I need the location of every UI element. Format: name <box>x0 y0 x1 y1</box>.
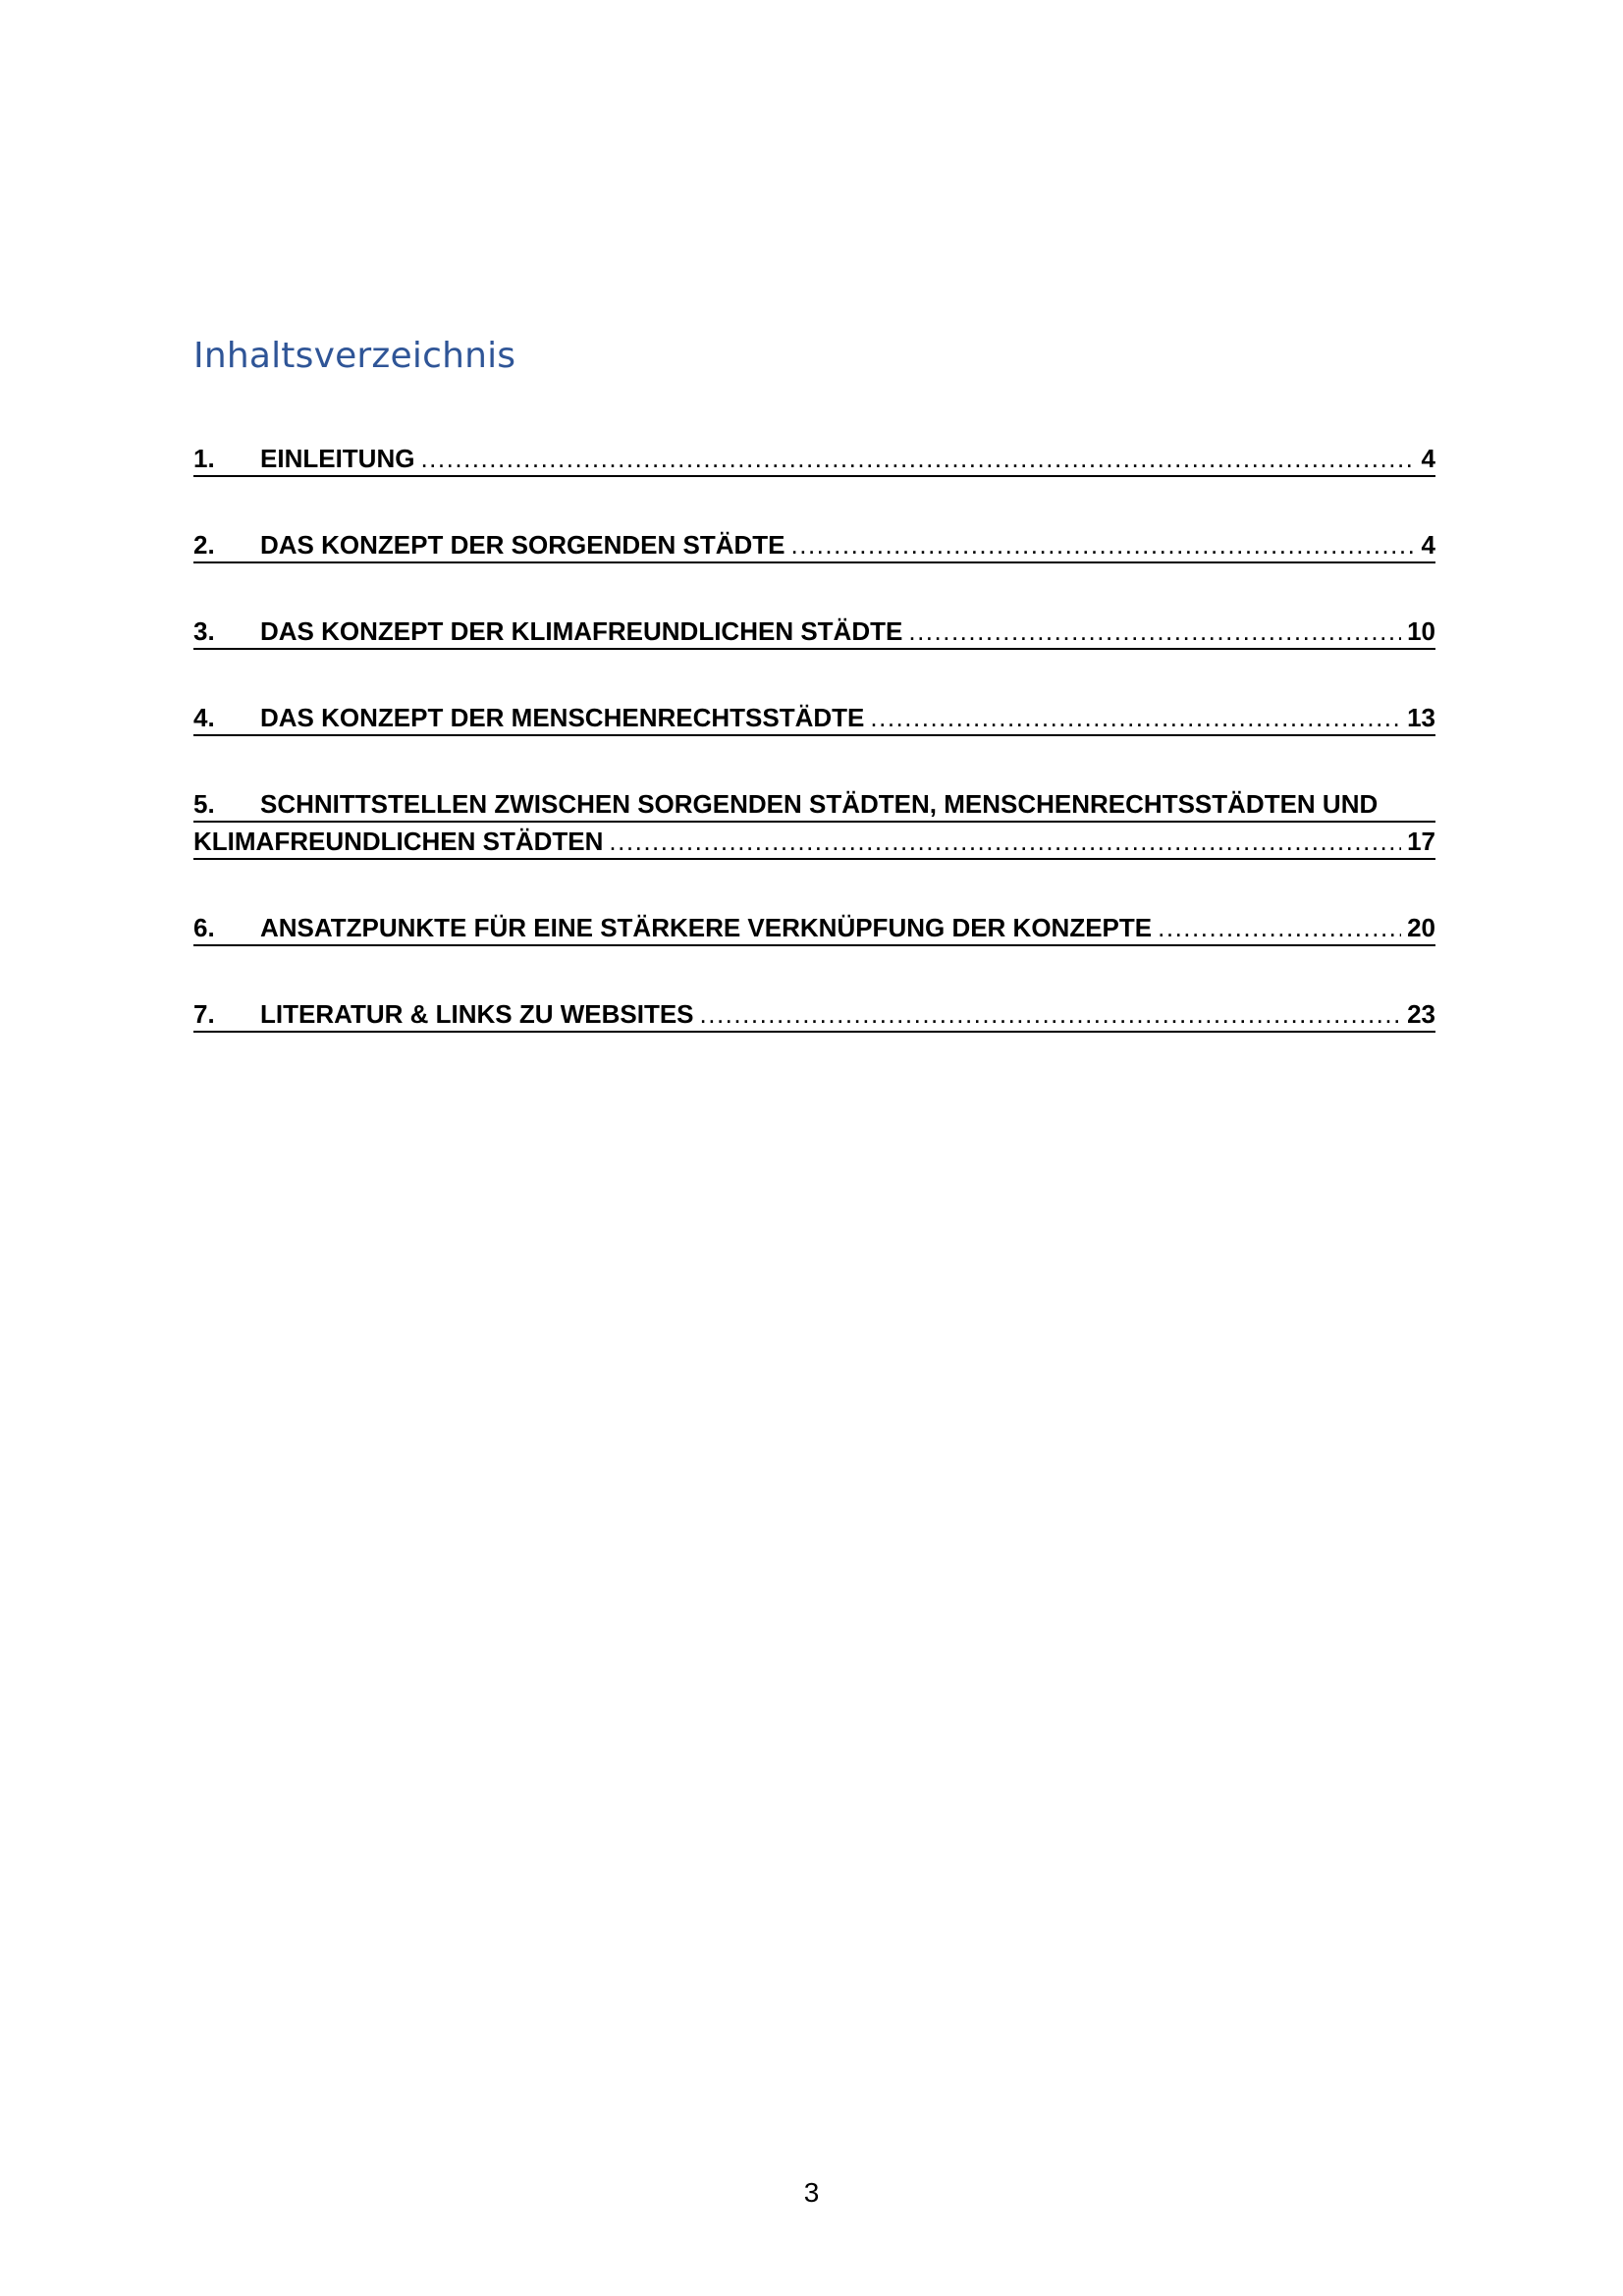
toc-entry-number: 3. <box>193 616 215 646</box>
toc-entry-page: 13 <box>1407 703 1435 732</box>
toc-entry-title: SCHNITTSTELLEN ZWISCHEN SORGENDEN STÄDTEN, MENSCHENRECHTSSTÄDTEN UND <box>260 789 1379 819</box>
toc-entry-page: 23 <box>1407 999 1435 1029</box>
toc-entry-number: 4. <box>193 703 215 732</box>
toc-dot-leader <box>870 699 1401 736</box>
toc-entry-1[interactable] <box>193 440 1435 477</box>
toc-entry-7[interactable] <box>193 995 1435 1033</box>
toc-entry-title-continued: KLIMAFREUNDLICHEN STÄDTEN <box>193 827 604 856</box>
toc-dot-leader <box>1158 909 1401 946</box>
toc-entry-3[interactable] <box>193 613 1435 650</box>
toc-entry-number: 5. <box>193 789 215 819</box>
toc-entry-page: 17 <box>1407 827 1435 856</box>
toc-entry-2[interactable] <box>193 526 1435 563</box>
toc-entry-title: ANSATZPUNKTE FÜR EINE STÄRKERE VERKNÜPFUNG DER KONZEPTE <box>260 913 1153 942</box>
toc-dot-leader <box>700 995 1402 1033</box>
toc-entry-title: DAS KONZEPT DER SORGENDEN STÄDTE <box>260 530 785 560</box>
toc-entry-title: DAS KONZEPT DER KLIMAFREUNDLICHEN STÄDTE <box>260 616 903 646</box>
toc-dot-leader <box>908 613 1401 650</box>
toc-entry-page: 4 <box>1421 444 1435 473</box>
toc-entry-title: DAS KONZEPT DER MENSCHENRECHTSSTÄDTE <box>260 703 865 732</box>
toc-entry-number: 1. <box>193 444 215 473</box>
toc-entry-number: 2. <box>193 530 215 560</box>
toc-entry-title: LITERATUR & LINKS ZU WEBSITES <box>260 999 694 1029</box>
toc-entry-title: EINLEITUNG <box>260 444 415 473</box>
toc-entry-6[interactable] <box>193 909 1435 946</box>
toc-entry-page: 20 <box>1407 913 1435 942</box>
page-number: 3 <box>803 2177 820 2208</box>
toc-entry-5[interactable] <box>193 785 1435 860</box>
table-of-contents <box>193 440 1435 1033</box>
toc-dot-leader <box>420 440 1415 477</box>
toc-entry-4[interactable] <box>193 699 1435 736</box>
toc-entry-page: 4 <box>1421 530 1435 560</box>
toc-entry-page: 10 <box>1407 616 1435 646</box>
toc-entry-number: 7. <box>193 999 215 1029</box>
toc-heading: Inhaltsverzeichnis <box>193 336 516 376</box>
toc-entry-number: 6. <box>193 913 215 942</box>
toc-dot-leader <box>609 823 1401 860</box>
toc-dot-leader <box>791 526 1416 563</box>
